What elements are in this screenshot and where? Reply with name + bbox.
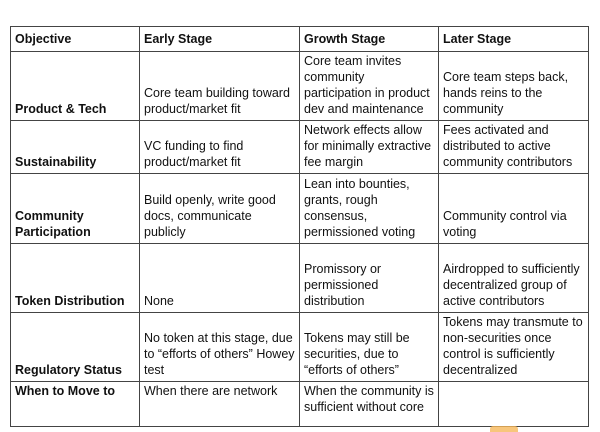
growth-stage-cell: Promissory or permissioned distribution <box>300 244 439 313</box>
table-row <box>11 313 589 382</box>
table-row <box>11 174 589 244</box>
early-stage-cell: VC funding to find product/market fit <box>140 121 300 174</box>
early-stage-cell: Core team building toward product/market fit <box>140 52 300 121</box>
header-objective: Objective <box>11 27 140 52</box>
table-row <box>11 382 589 427</box>
objective-cell: When to Move to <box>11 382 140 427</box>
header-later-stage: Later Stage <box>439 27 589 52</box>
objective-cell: Regulatory Status <box>11 313 140 382</box>
logo-fragment-icon <box>490 426 518 432</box>
later-stage-cell: Airdropped to sufficiently decentralized group of active contributors <box>439 244 589 313</box>
objective-cell: Product & Tech <box>11 52 140 121</box>
header-early-stage: Early Stage <box>140 27 300 52</box>
table-row <box>11 244 589 313</box>
table-row <box>11 121 589 174</box>
objective-cell: Community Participation <box>11 174 140 244</box>
later-stage-cell: Tokens may transmute to non-securities once control is sufficiently decentralized <box>439 313 589 382</box>
later-stage-cell: Core team steps back, hands reins to the community <box>439 52 589 121</box>
growth-stage-cell: Network effects allow for minimally extractive fee margin <box>300 121 439 174</box>
growth-stage-cell: When the community is sufficient without core <box>300 382 439 427</box>
growth-stage-cell: Core team invites community participation in product dev and maintenance <box>300 52 439 121</box>
growth-stage-cell: Lean into bounties, grants, rough consensus, permissioned voting <box>300 174 439 244</box>
later-stage-cell <box>439 382 589 427</box>
header-row <box>11 27 589 52</box>
early-stage-cell: None <box>140 244 300 313</box>
table-row <box>11 52 589 121</box>
stages-table <box>10 26 589 427</box>
later-stage-cell: Community control via voting <box>439 174 589 244</box>
early-stage-cell: Build openly, write good docs, communicate publicly <box>140 174 300 244</box>
early-stage-cell: When there are network <box>140 382 300 427</box>
growth-stage-cell: Tokens may still be securities, due to “efforts of others” <box>300 313 439 382</box>
objective-cell: Sustainability <box>11 121 140 174</box>
objective-cell: Token Distribution <box>11 244 140 313</box>
header-growth-stage: Growth Stage <box>300 27 439 52</box>
later-stage-cell: Fees activated and distributed to active community contributors <box>439 121 589 174</box>
early-stage-cell: No token at this stage, due to “efforts of others” Howey test <box>140 313 300 382</box>
